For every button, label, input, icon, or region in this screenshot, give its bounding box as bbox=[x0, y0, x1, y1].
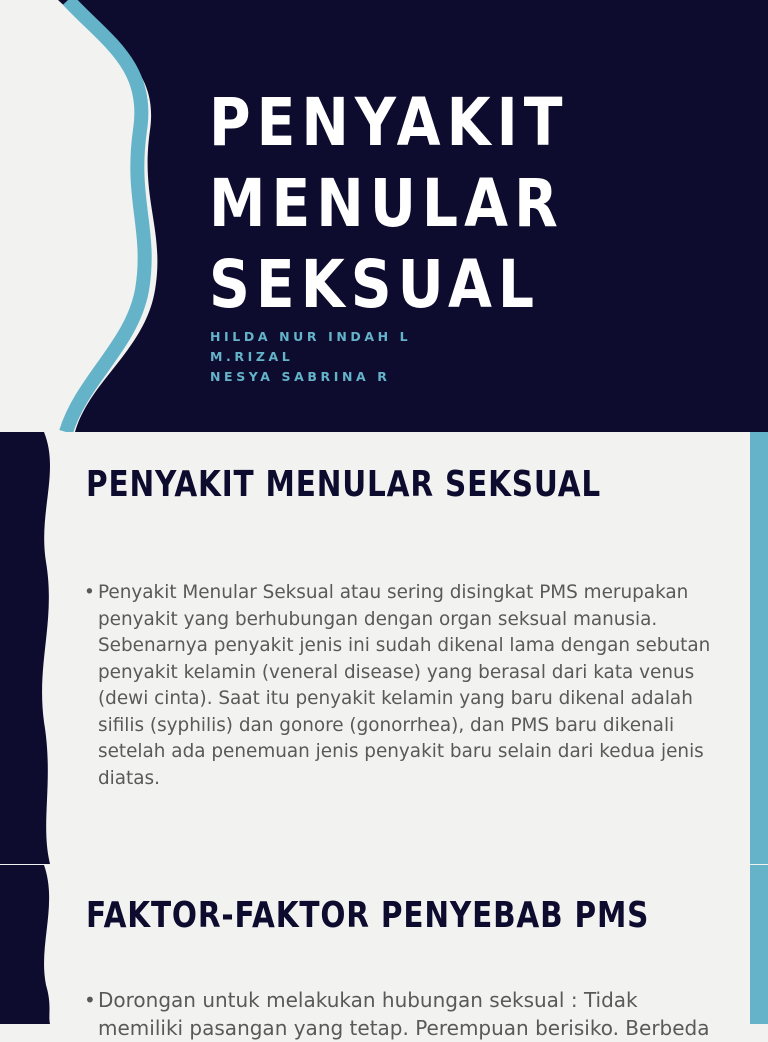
content-slide bbox=[0, 865, 768, 1040]
title-slide bbox=[0, 0, 768, 432]
author-name: M.RIZAL bbox=[210, 349, 294, 364]
author-list bbox=[210, 327, 411, 387]
bullet-dot: • bbox=[84, 988, 96, 1012]
presentation-title bbox=[209, 82, 568, 325]
author-name: HILDA NUR INDAH L bbox=[210, 329, 412, 344]
content-slide bbox=[0, 432, 768, 864]
title-line: PENYAKIT bbox=[209, 84, 569, 161]
slide-heading: PENYAKIT MENULAR SEKSUAL bbox=[86, 464, 602, 505]
author-name: NESYA SABRINA R bbox=[210, 369, 391, 384]
bullet-item bbox=[84, 580, 724, 792]
title-line: MENULAR bbox=[209, 165, 564, 242]
bullet-dot: • bbox=[84, 582, 95, 603]
wave-side-decoration bbox=[0, 432, 80, 864]
accent-bar bbox=[750, 432, 768, 864]
bullet-text: Dorongan untuk melakukan hubungan seksual : Tidak memiliki pasangan yang tetap. Perempuan berisiko. Berbeda bbox=[98, 988, 710, 1040]
slide-heading: FAKTOR-FAKTOR PENYEBAB PMS bbox=[86, 895, 650, 936]
title-line: SEKSUAL bbox=[209, 246, 541, 323]
accent-bar bbox=[750, 865, 768, 1024]
bullet-text: Penyakit Menular Seksual atau sering disingkat PMS merupakan penyakit yang berhubungan dengan organ seksual manusia. Sebenarnya penyakit jenis ini sudah dikenal lama dengan sebutan penyakit kelamin (veneral disease) yang berasal dari kata venus (dewi cinta). Saat itu penyakit kelamin yang baru dikenal adalah sifilis (syphilis) dan gonore (gonorrhea), dan PMS baru dikenali setelah ada penemuan jenis penyakit baru selain dari kedua jenis diatas. bbox=[98, 582, 711, 789]
bullet-item bbox=[84, 986, 724, 1042]
wave-side-decoration bbox=[0, 865, 80, 1024]
